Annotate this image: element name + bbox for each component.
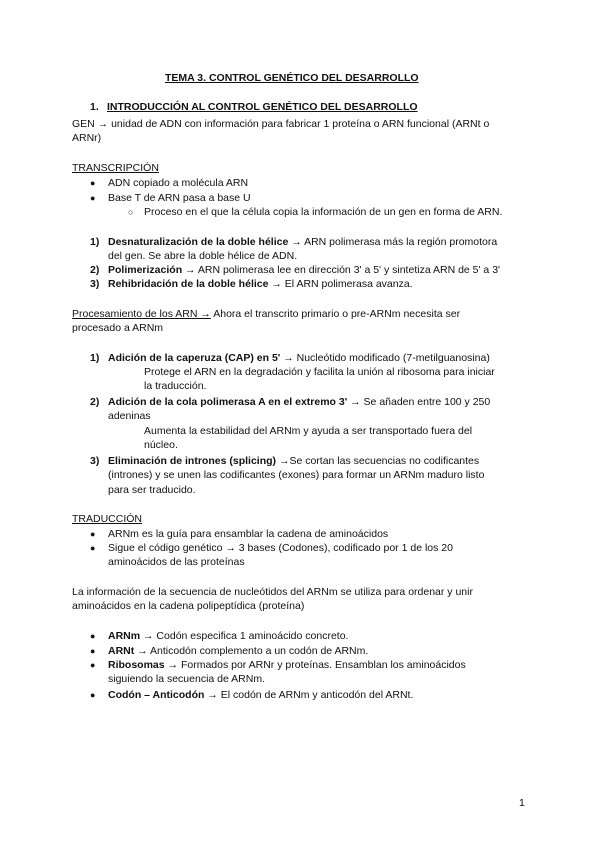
bullet-icon: ●	[90, 631, 96, 641]
step-number: 2)	[90, 396, 100, 408]
step-number: 3)	[90, 278, 100, 290]
bullet-icon: ●	[90, 193, 96, 203]
gen-definition-line: GEN → unidad de ADN con información para fabricar 1 proteína o ARN funcional (ARNt o	[72, 118, 490, 130]
step-description: → Nucleótido modificado (7-metilguanosina)	[280, 352, 490, 364]
list-item: Base T de ARN pasa a base U	[108, 192, 251, 204]
traduccion-heading: TRADUCCIÓN	[72, 513, 142, 525]
procesamiento-intro	[72, 307, 460, 321]
procesamiento-heading: Procesamiento de los ARN →	[72, 308, 211, 320]
page-number: 1	[519, 797, 525, 809]
term-item	[108, 688, 413, 702]
list-item: ARNm es la guía para ensamblar la cadena de aminoácidos	[108, 528, 389, 540]
bullet-icon: ●	[90, 178, 96, 188]
gen-definition-line: ARNr)	[72, 132, 102, 144]
term-item	[108, 644, 368, 658]
term-name: Codón – Anticodón	[108, 689, 205, 701]
step-continuation: del gen. Se abre la doble hélice de ADN.	[108, 250, 298, 262]
step-number: 3)	[90, 455, 100, 467]
bullet-icon: ●	[90, 646, 96, 656]
term-item	[108, 629, 348, 643]
step-term: Adición de la caperuza (CAP) en 5'	[108, 352, 281, 364]
bullet-icon: ●	[90, 690, 96, 700]
step-term: Eliminación de intrones (splicing)	[108, 455, 277, 467]
step-detail: la traducción.	[144, 380, 207, 392]
procesamiento-continuation: procesado a ARNm	[72, 322, 164, 334]
step-text	[108, 277, 413, 291]
transcripcion-heading: TRANSCRIPCIÓN	[72, 162, 159, 174]
paragraph-line: La información de la secuencia de nucleótidos del ARNm se utiliza para ordenar y unir	[72, 586, 473, 598]
hollow-bullet-icon: ○	[128, 207, 134, 217]
list-item-continuation: aminoácidos de las proteínas	[108, 556, 245, 568]
step-continuation: adeninas	[108, 410, 151, 422]
step-text	[108, 263, 500, 277]
step-text	[108, 454, 479, 468]
step-description: →Se cortan las secuencias no codificantes	[276, 455, 480, 467]
term-name: ARNm	[108, 630, 141, 642]
step-term: Polimerización	[108, 264, 183, 276]
step-detail: Protege el ARN en la degradación y facilita la unión al ribosoma para iniciar	[144, 366, 495, 378]
term-description: → Formados por ARNr y proteínas. Ensamblan los aminoácidos	[164, 659, 466, 671]
step-continuation: para ser traducido.	[108, 484, 196, 496]
section-number: 1.	[90, 101, 99, 113]
step-description: → ARN polimerasa más la región promotora	[288, 236, 498, 248]
bullet-icon: ●	[90, 660, 96, 670]
section-heading: INTRODUCCIÓN AL CONTROL GENÉTICO DEL DESARROLLO	[107, 101, 418, 113]
step-number: 1)	[90, 236, 100, 248]
step-term: Adición de la cola polimerasa A en el extremo 3'	[108, 396, 348, 408]
term-continuation: siguiendo la secuencia de ARNm.	[108, 673, 266, 685]
list-item: Sigue el código genético → 3 bases (Codones), codificado por 1 de los 20	[108, 542, 453, 554]
step-description: → ARN polimerasa lee en dirección 3' a 5' y sintetiza ARN de 5' a 3'	[182, 264, 501, 276]
term-item	[108, 658, 466, 672]
procesamiento-text: Ahora el transcrito primario o pre-ARNm necesita ser	[210, 308, 461, 320]
sub-list-item: Proceso en el que la célula copia la información de un gen en forma de ARN.	[144, 206, 503, 218]
step-term: Desnaturalización de la doble hélice	[108, 236, 289, 248]
term-description: → Anticodón complemento a un codón de ARNm.	[134, 645, 369, 657]
term-description: → Codón especifica 1 aminoácido concreto.	[140, 630, 349, 642]
step-text	[108, 395, 490, 409]
list-item: ADN copiado a molécula ARN	[108, 177, 249, 189]
step-detail: Aumenta la estabilidad del ARNm y ayuda a ser transportado fuera del	[144, 425, 473, 437]
step-number: 1)	[90, 352, 100, 364]
paragraph-line: aminoácidos en la cadena polipeptídica (proteína)	[72, 600, 305, 612]
step-continuation: (intrones) y se unen las codificantes (exones) para formar un ARNm maduro listo	[108, 469, 485, 481]
bullet-icon: ●	[90, 529, 96, 539]
bullet-icon: ●	[90, 543, 96, 553]
step-description: → Se añaden entre 100 y 250	[347, 396, 491, 408]
step-text	[108, 235, 497, 249]
step-term: Rehibridación de la doble hélice	[108, 278, 269, 290]
term-name: Ribosomas	[108, 659, 165, 671]
page-title: TEMA 3. CONTROL GENÉTICO DEL DESARROLLO	[165, 72, 419, 84]
term-description: → El codón de ARNm y anticodón del ARNt.	[204, 689, 414, 701]
step-text	[108, 351, 490, 365]
term-name: ARNt	[108, 645, 135, 657]
step-number: 2)	[90, 264, 100, 276]
step-description: → El ARN polimerasa avanza.	[268, 278, 413, 290]
step-detail: núcleo.	[144, 439, 178, 451]
